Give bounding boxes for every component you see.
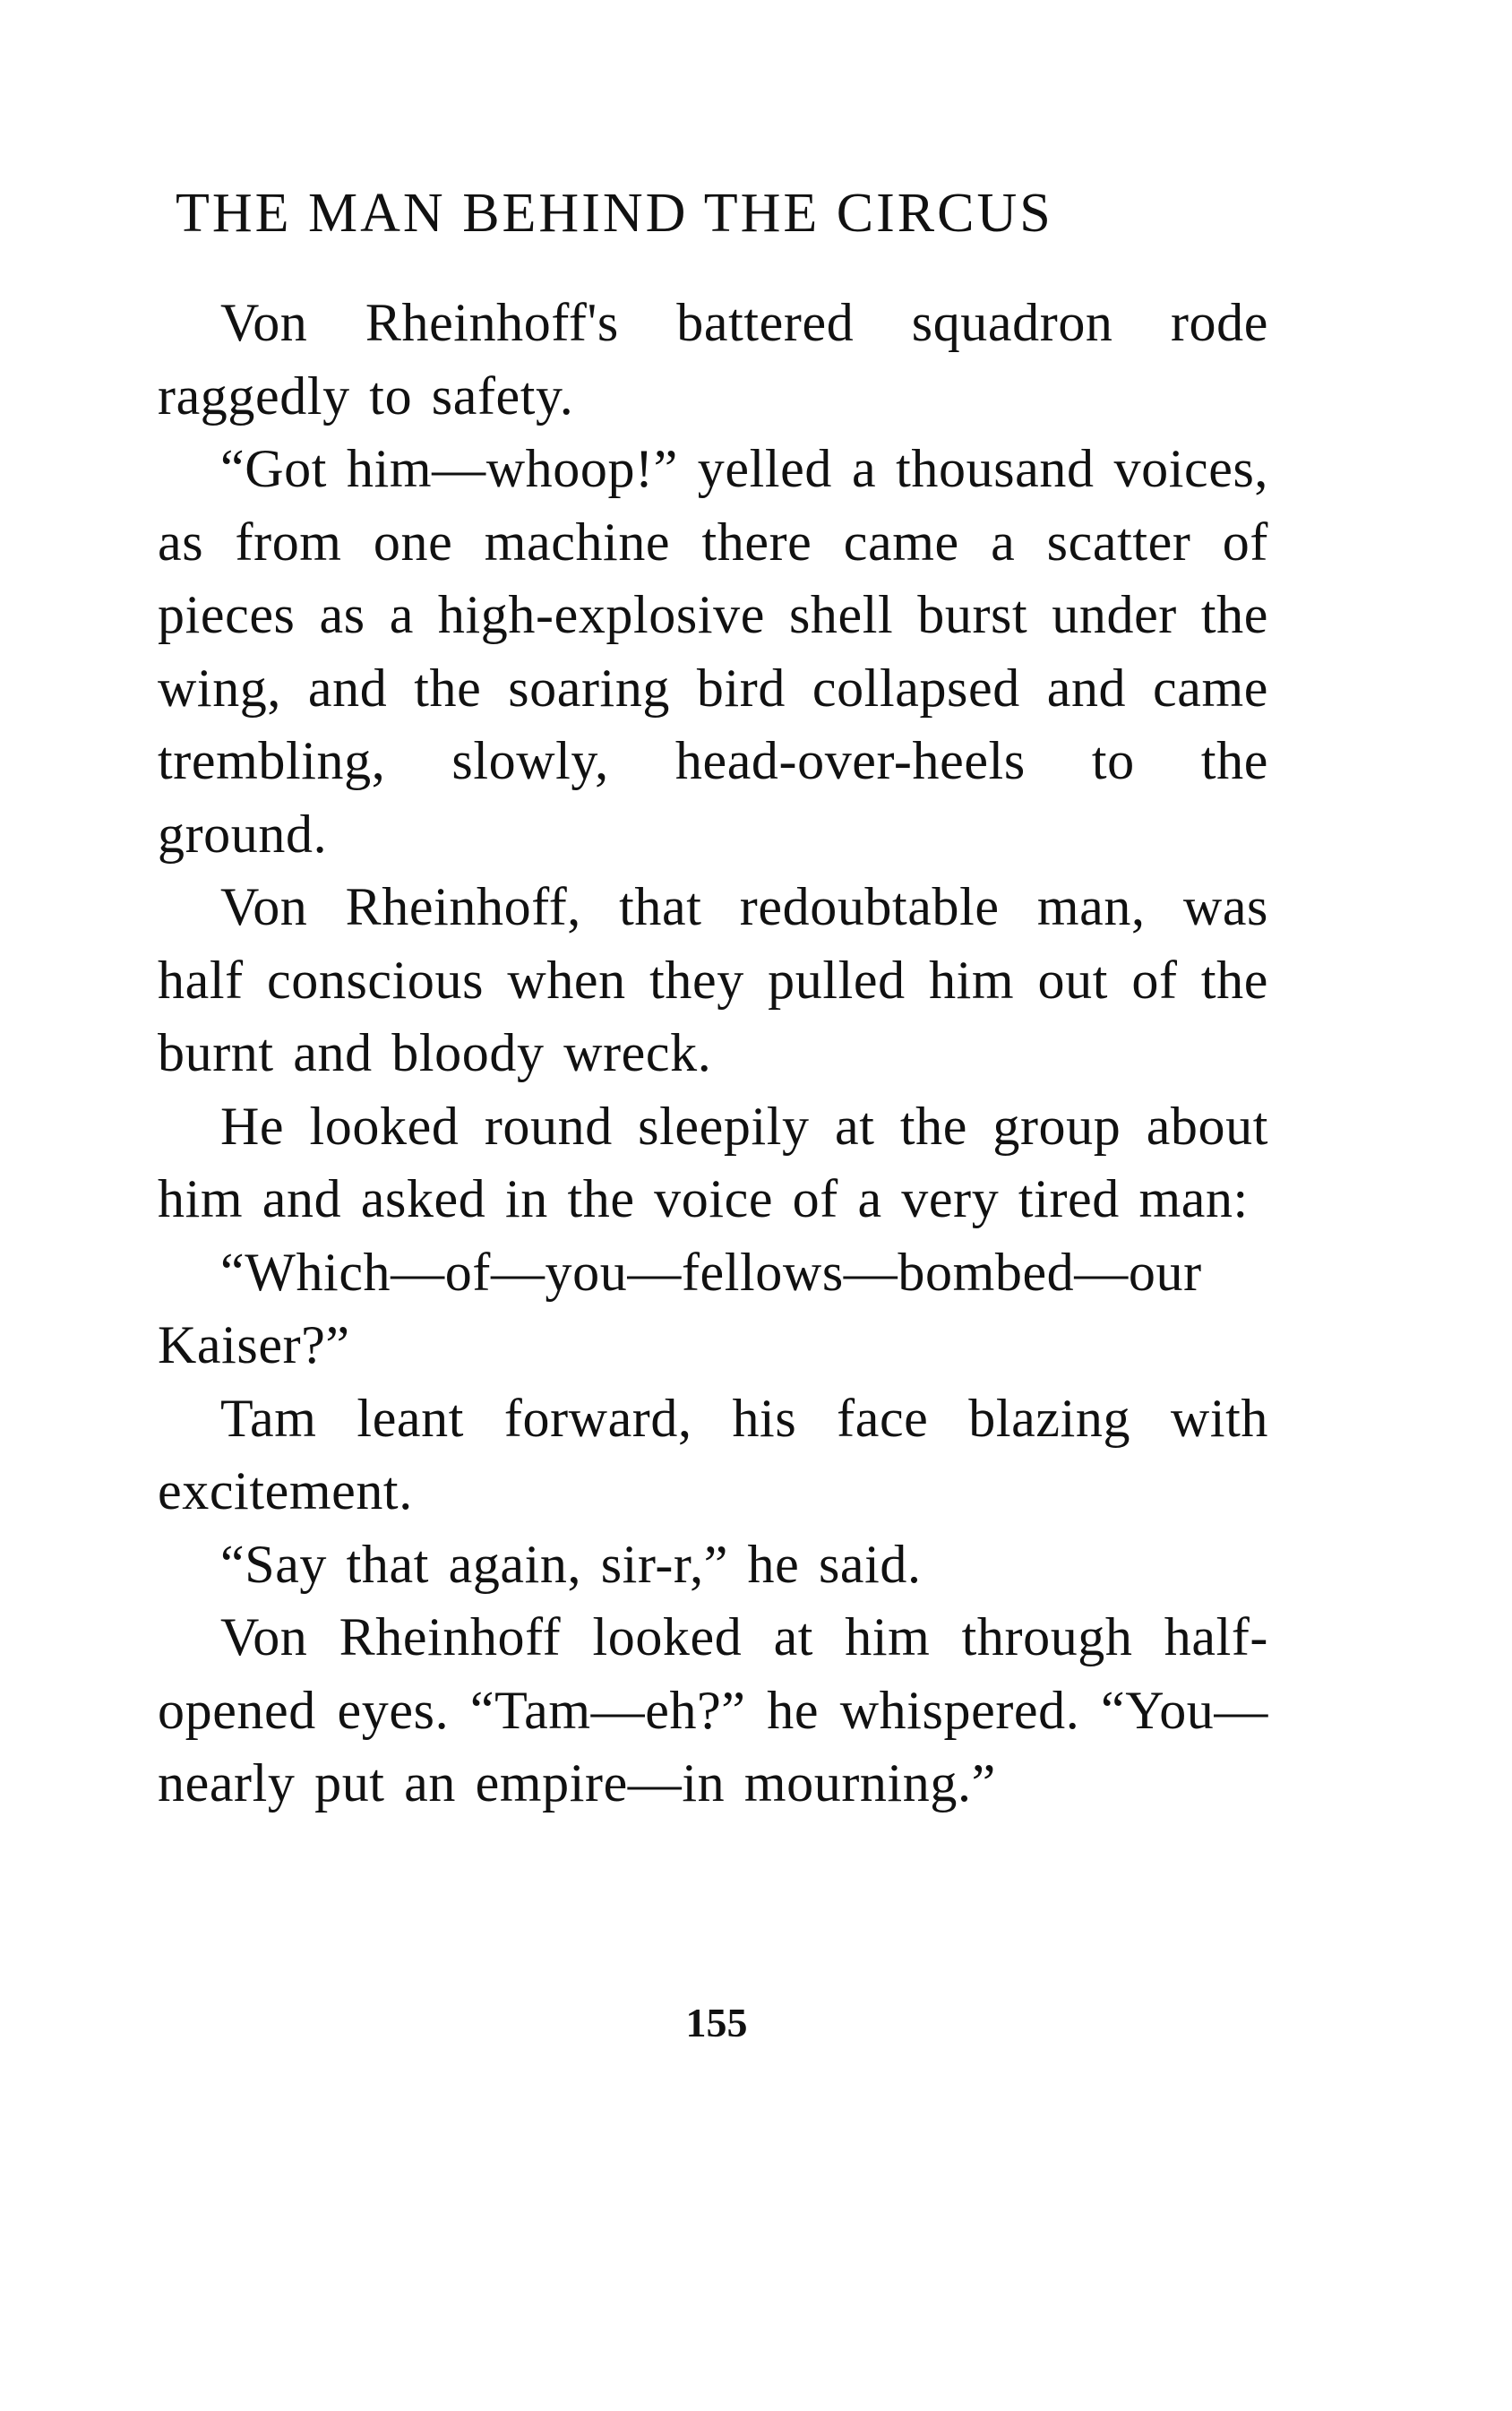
paragraph-5: “Which—of—you—fellows—bombed—our Kaiser?”	[158, 1242, 1202, 1374]
paragraph-2: “Got him—whoop!” yelled a thousand voices, as from one machine there came a scatter of pieces as a high-explosive shell burst under the wing, and the soaring bird collapsed and came trembling, slowly, head-over-heels to the ground.	[158, 439, 1268, 864]
paragraph-7: “Say that again, sir-r,” he said.	[220, 1534, 922, 1594]
body-text	[158, 287, 1268, 1821]
paragraph-1: Von Rheinhoff's battered squadron rode raggedly to safety.	[158, 293, 1268, 426]
paragraph-8: Von Rheinhoff looked at him through half-opened eyes. “Tam—eh?” he whispered. “You—nearly put an empire—in mourning.”	[158, 1607, 1268, 1813]
paragraph-3: Von Rheinhoff, that redoubtable man, was half conscious when they pulled him out of the burnt and bloody wreck.	[158, 877, 1268, 1082]
page-number: 155	[685, 2000, 748, 2045]
paragraph-6: Tam leant forward, his face blazing with excitement.	[158, 1388, 1268, 1520]
paragraph-4: He looked round sleepily at the group about him and asked in the voice of a very tired man:	[158, 1096, 1268, 1228]
running-head: THE MAN BEHIND THE CIRCUS	[176, 183, 1053, 244]
